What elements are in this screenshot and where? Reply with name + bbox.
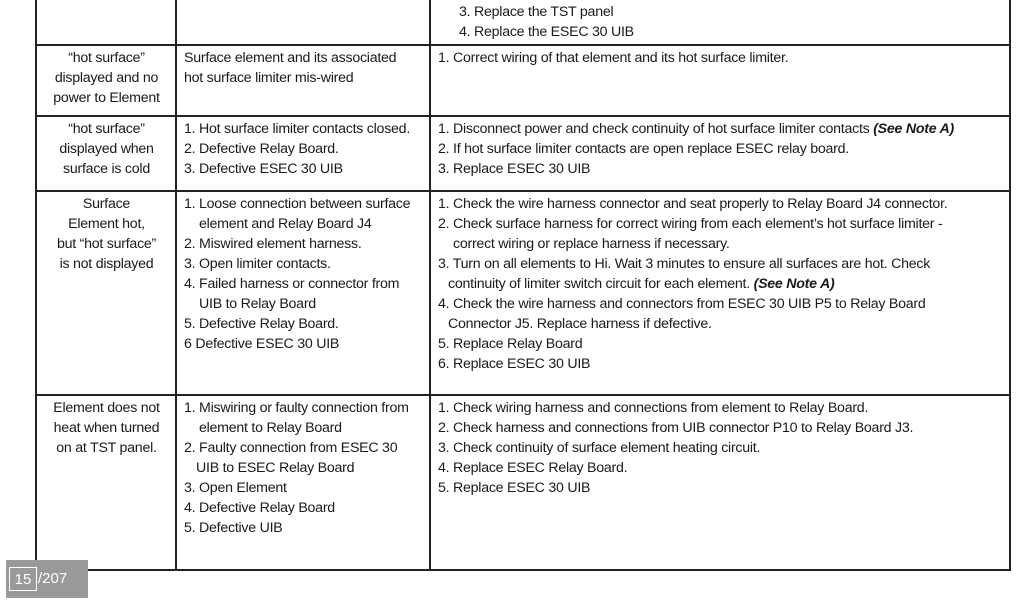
cause-line: 4. Defective Relay Board <box>184 500 335 516</box>
solution-line: 3. Turn on all elements to Hi. Wait 3 minutes to ensure all surfaces are hot. Check <box>438 256 931 272</box>
cause-line: 1. Hot surface limiter contacts closed. <box>184 121 411 137</box>
solution-line: 5. Replace Relay Board <box>438 336 583 352</box>
table-row <box>36 0 1010 45</box>
solution-text: 1. Disconnect power and check continuity of hot surface limiter contacts <box>438 121 870 137</box>
problem-line: Element does not <box>53 400 160 416</box>
cause-cell <box>176 191 430 395</box>
solution-cell <box>430 395 1010 570</box>
solution-line: correct wiring or replace harness if necessary. <box>453 236 730 252</box>
solution-cell <box>430 45 1010 116</box>
problem-line: “hot surface” <box>68 121 145 137</box>
page-total-label: /207 <box>38 570 68 587</box>
table-row <box>36 45 1010 116</box>
cause-line: element to Relay Board <box>199 420 342 436</box>
cause-line: 5. Defective UIB <box>184 520 283 536</box>
solution-line: 3. Replace ESEC 30 UIB <box>438 161 591 177</box>
cause-line: 2. Defective Relay Board. <box>184 141 339 157</box>
solution-line: 2. Check surface harness for correct wiring from each element’s hot surface limiter - <box>438 216 943 232</box>
cause-cell <box>176 116 430 191</box>
solution-line: 3. Replace the TST panel <box>459 4 614 20</box>
problem-line: but “hot surface” <box>56 236 157 252</box>
problem-line: heat when turned <box>53 420 160 436</box>
solution-line: 1. Check wiring harness and connections from element to Relay Board. <box>438 400 869 416</box>
cause-cell <box>176 0 430 45</box>
problem-cell <box>36 0 176 45</box>
cause-cell <box>176 395 430 570</box>
solution-line <box>438 119 1003 139</box>
cause-line: hot surface limiter mis-wired <box>184 70 354 86</box>
solution-line: 4. Check the wire harness and connectors from ESEC 30 UIB P5 to Relay Board <box>438 296 926 312</box>
page-number-input[interactable]: 15 <box>9 567 37 591</box>
solution-line: 3. Check continuity of surface element heating circuit. <box>438 440 761 456</box>
cause-line: 3. Defective ESEC 30 UIB <box>184 161 343 177</box>
problem-cell <box>36 116 176 191</box>
solution-line: 6. Replace ESEC 30 UIB <box>438 356 591 372</box>
problem-line: is not displayed <box>59 256 154 272</box>
cause-line: 2. Miswired element harness. <box>184 236 362 252</box>
solution-line: 4. Replace the ESEC 30 UIB <box>459 24 634 40</box>
cause-line: 6 Defective ESEC 30 UIB <box>184 336 340 352</box>
see-note-a: (See Note A) <box>873 121 955 137</box>
table-row <box>36 395 1010 570</box>
solution-line: 1. Check the wire harness connector and seat properly to Relay Board J4 connector. <box>438 196 948 212</box>
solution-line: Connector J5. Replace harness if defective. <box>448 316 712 332</box>
problem-cell <box>36 191 176 395</box>
problem-line: Element hot, <box>68 216 145 232</box>
cause-line: 4. Failed harness or connector from <box>184 276 400 292</box>
problem-line: on at TST panel. <box>56 440 157 456</box>
table-row <box>36 116 1010 191</box>
cause-line: 3. Open limiter contacts. <box>184 256 331 272</box>
solution-cell <box>430 116 1010 191</box>
problem-line: Surface <box>82 196 131 212</box>
solution-text: continuity of limiter switch circuit for each element. <box>448 276 750 292</box>
cause-line: 1. Miswiring or faulty connection from <box>184 400 409 416</box>
solution-line: 2. Check harness and connections from UIB connector P10 to Relay Board J3. <box>438 420 914 436</box>
cause-line: 1. Loose connection between surface <box>184 196 411 212</box>
cause-line: 5. Defective Relay Board. <box>184 316 339 332</box>
cause-cell <box>176 45 430 116</box>
problem-line: surface is cold <box>63 161 150 177</box>
cause-line: UIB to ESEC Relay Board <box>196 460 355 476</box>
cause-line: 3. Open Element <box>184 480 287 496</box>
problem-line: displayed when <box>59 141 154 157</box>
problem-line: “hot surface” <box>68 50 145 66</box>
troubleshooting-table <box>35 0 1011 571</box>
problem-cell <box>36 45 176 116</box>
solution-cell <box>430 191 1010 395</box>
solution-line: 2. If hot surface limiter contacts are open replace ESEC relay board. <box>438 141 849 157</box>
see-note-a: (See Note A) <box>753 276 835 292</box>
solution-line: 5. Replace ESEC 30 UIB <box>438 480 591 496</box>
solution-line <box>438 274 1003 294</box>
problem-cell <box>36 395 176 570</box>
cause-line: 2. Faulty connection from ESEC 30 <box>184 440 398 456</box>
problem-line: power to Element <box>53 90 160 106</box>
problem-line: displayed and no <box>54 70 159 86</box>
cause-line: UIB to Relay Board <box>199 296 316 312</box>
table-row <box>36 191 1010 395</box>
solution-line: 4. Replace ESEC Relay Board. <box>438 460 628 476</box>
solution-line: 1. Correct wiring of that element and its hot surface limiter. <box>438 50 789 66</box>
solution-cell <box>430 0 1010 45</box>
cause-line: Surface element and its associated <box>184 50 397 66</box>
cause-line: element and Relay Board J4 <box>199 216 372 232</box>
